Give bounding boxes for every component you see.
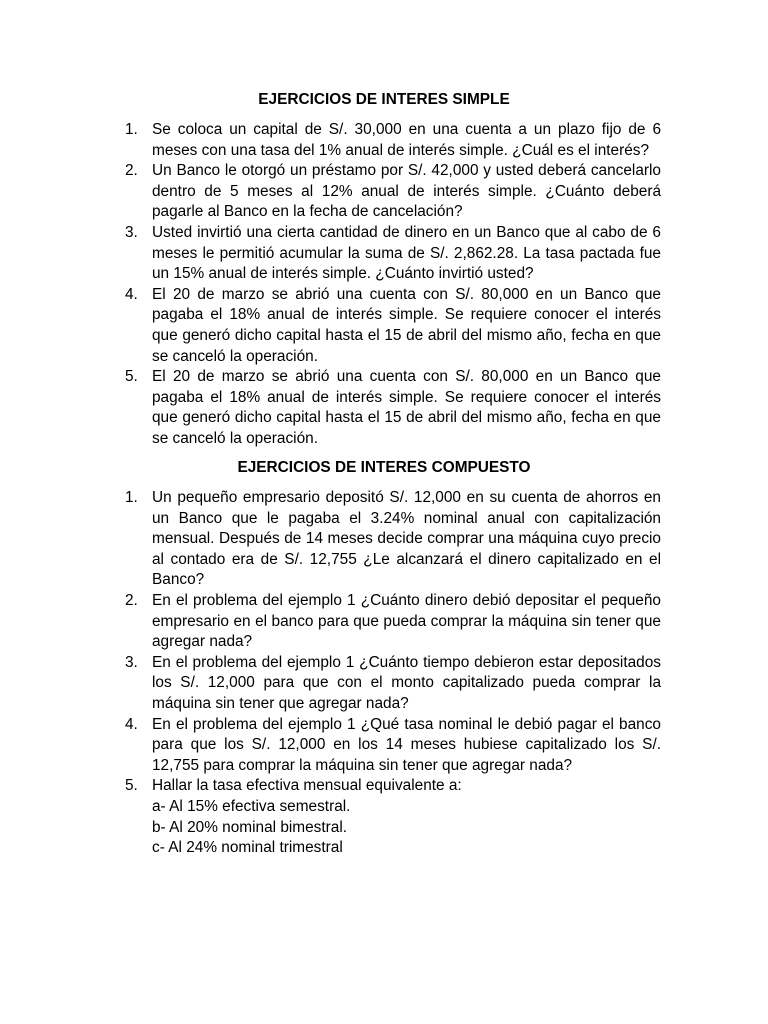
exercise-list-interes-simple xyxy=(125,120,661,450)
exercise-number: 2. xyxy=(125,591,138,609)
exercise-text: Hallar la tasa efectiva mensual equivalente a: xyxy=(152,777,462,795)
exercise-number: 3. xyxy=(125,223,138,241)
exercise-text: En el problema del ejemplo 1 ¿Cuánto tiempo debieron estar depositados los S/. 12,000 para que con el monto capitalizado pueda comprar la máquina sin tener que agregar nada? xyxy=(152,653,661,712)
exercise-item xyxy=(125,591,661,653)
exercise-item xyxy=(125,223,661,285)
exercise-item xyxy=(125,367,661,449)
exercise-item xyxy=(125,653,661,715)
section-title-interes-simple: EJERCICIOS DE INTERES SIMPLE xyxy=(258,91,510,108)
sub-item: c- Al 24% nominal trimestral xyxy=(152,839,343,857)
sub-item: a- Al 15% efectiva semestral. xyxy=(152,797,351,815)
exercise-number: 1. xyxy=(125,121,138,138)
exercise-text: En el problema del ejemplo 1 ¿Cuánto dinero debió depositar el pequeño empresario en el banco para que pueda comprar la máquina sin tener que agregar nada? xyxy=(152,591,661,651)
exercise-item xyxy=(125,488,661,591)
exercise-number: 5. xyxy=(125,368,138,386)
exercise-number: 2. xyxy=(125,162,138,180)
exercise-text: Usted invirtió una cierta cantidad de dinero en un Banco que al cabo de 6 meses le permitió acumular la suma de S/. 2,862.28. La tasa pactada fue un 15% anual de interés simple. ¿Cuánto invirtió usted? xyxy=(152,223,661,283)
exercise-list-interes-compuesto xyxy=(125,488,661,859)
exercise-item xyxy=(125,161,661,223)
exercise-text: El 20 de marzo se abrió una cuenta con S/. 80,000 en un Banco que pagaba el 18% anual de interés simple. Se requiere conocer el interés que generó dicho capital hasta el 15 de abril del mismo año, fecha en que se canceló la operación. xyxy=(152,368,661,447)
exercise-item xyxy=(125,715,661,777)
exercise-number: 5. xyxy=(125,777,138,795)
exercise-text: Se coloca un capital de S/. 30,000 en una cuenta a un plazo fijo de 6 meses con una tasa del 1% anual de interés simple. ¿Cuál es el interés? xyxy=(152,121,661,159)
exercise-number: 1. xyxy=(125,489,138,506)
exercise-number: 4. xyxy=(125,285,138,303)
exercise-text: Un pequeño empresario depositó S/. 12,000 en su cuenta de ahorros en un Banco que le pagaba el 3.24% nominal anual con capitalización mensual. Después de 14 meses decide comprar una máquina cuyo precio al contado era de S/. 12,755 ¿Le alcanzará el dinero capitalizado en el Banco? xyxy=(152,489,661,589)
exercise-text: El 20 de marzo se abrió una cuenta con S/. 80,000 en un Banco que pagaba el 18% anual de interés simple. Se requiere conocer el interés que generó dicho capital hasta el 15 de abril del mismo año, fecha en que se canceló la operación. xyxy=(152,285,661,365)
exercise-number: 3. xyxy=(125,653,138,671)
exercise-item xyxy=(125,285,661,367)
exercise-number: 4. xyxy=(125,715,138,733)
exercise-item xyxy=(125,776,661,858)
section-title-interes-compuesto: EJERCICIOS DE INTERES COMPUESTO xyxy=(237,459,531,476)
exercise-text: Un Banco le otorgó un préstamo por S/. 42,000 y usted deberá cancelarlo dentro de 5 meses al 12% anual de interés simple. ¿Cuánto deberá pagarle al Banco en la fecha de cancelación? xyxy=(152,162,661,221)
exercise-text: En el problema del ejemplo 1 ¿Qué tasa nominal le debió pagar el banco para que los S/. 12,000 en los 14 meses hubiese capitalizado los S/. 12,755 para comprar la máquina sin tener que agregar nada? xyxy=(152,715,661,774)
exercise-item xyxy=(125,120,661,161)
sub-item: b- Al 20% nominal bimestral. xyxy=(152,818,348,836)
